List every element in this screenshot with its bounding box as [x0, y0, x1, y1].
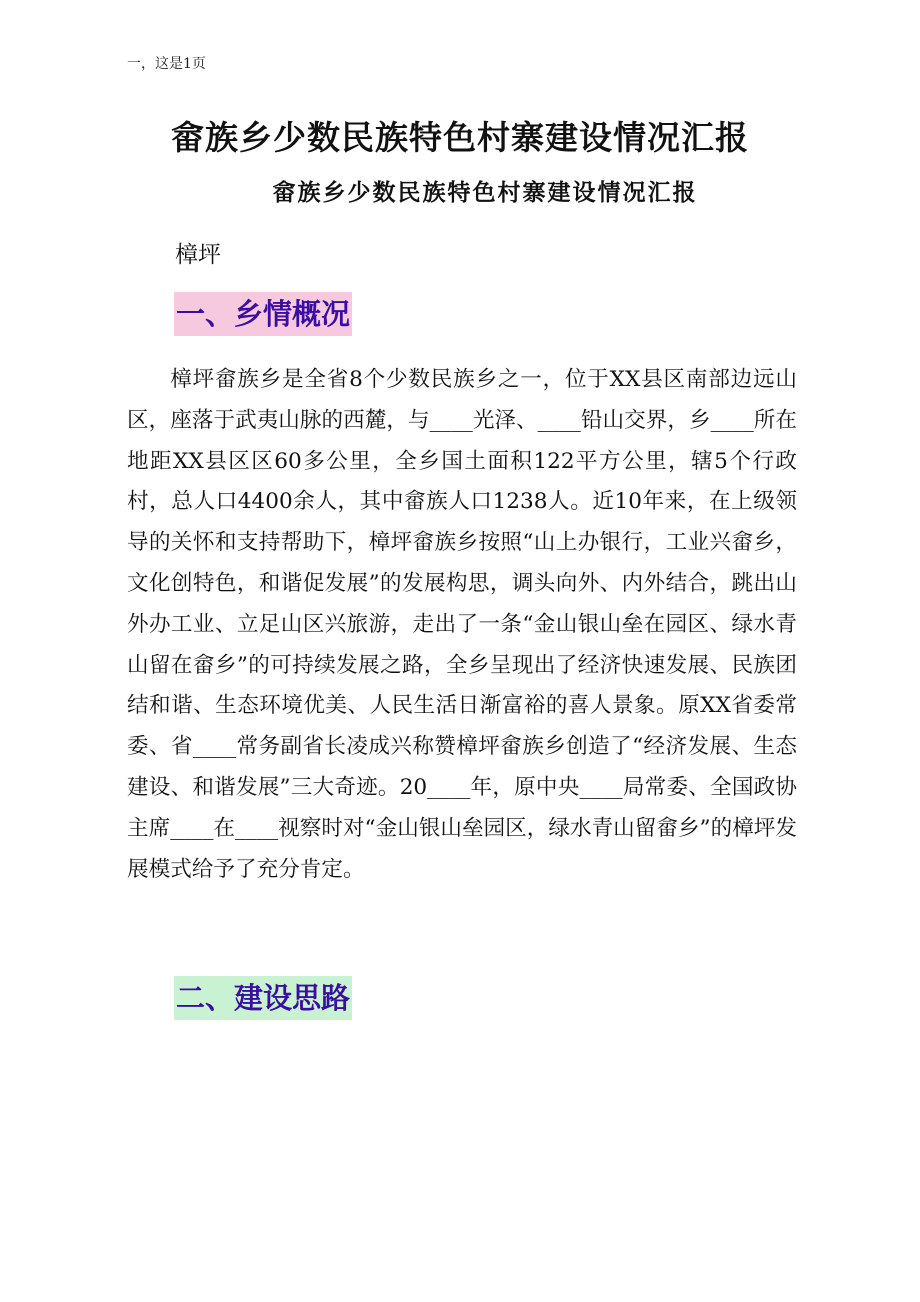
document-title: 畲族乡少数民族特色村寨建设情况汇报 — [171, 118, 749, 157]
section-heading-overview: 一、乡情概况 — [174, 292, 352, 336]
author-name: 樟坪 — [175, 242, 221, 268]
page-marker: 一，这是1页 — [127, 56, 206, 72]
section-body-overview: 樟坪畲族乡是全省8个少数民族乡之一，位于XX县区南部边远山区，座落于武夷山脉的西麓，与____光泽、____铅山交界，乡____所在地距XX县区区60多公里，全乡国土面积122平方公里，辖5个行政村，总人口4400余人，其中畲族人口1238人。近10年来，在上级领导的关怀和支持帮助下，樟坪畲族乡按照“山上办银行，工业兴畲乡，文化创特色，和谐促发展”的发展构思，调头向外、内外结合，跳出山外办工业、立足山区兴旅游，走出了一条“金山银山垒在园区、绿水青山留在畲乡”的可持续发展之路，全乡呈现出了经济快速发展、民族团结和谐、生态环境优美、人民生活日渐富裕的喜人景象。原XX省委常委、省____常务副省长凌成兴称赞樟坪畲族乡创造了“经济发展、生态建设、和谐发展”三大奇迹。20____年，原中央____局常委、全国政协主席____在____视察时对“金山银山垒园区，绿水青山留畲乡”的樟坪发展模式给予了充分肯定。 — [127, 367, 797, 882]
section-heading-construction-approach: 二、建设思路 — [174, 976, 352, 1020]
document-subtitle: 畲族乡少数民族特色村寨建设情况汇报 — [272, 179, 698, 206]
